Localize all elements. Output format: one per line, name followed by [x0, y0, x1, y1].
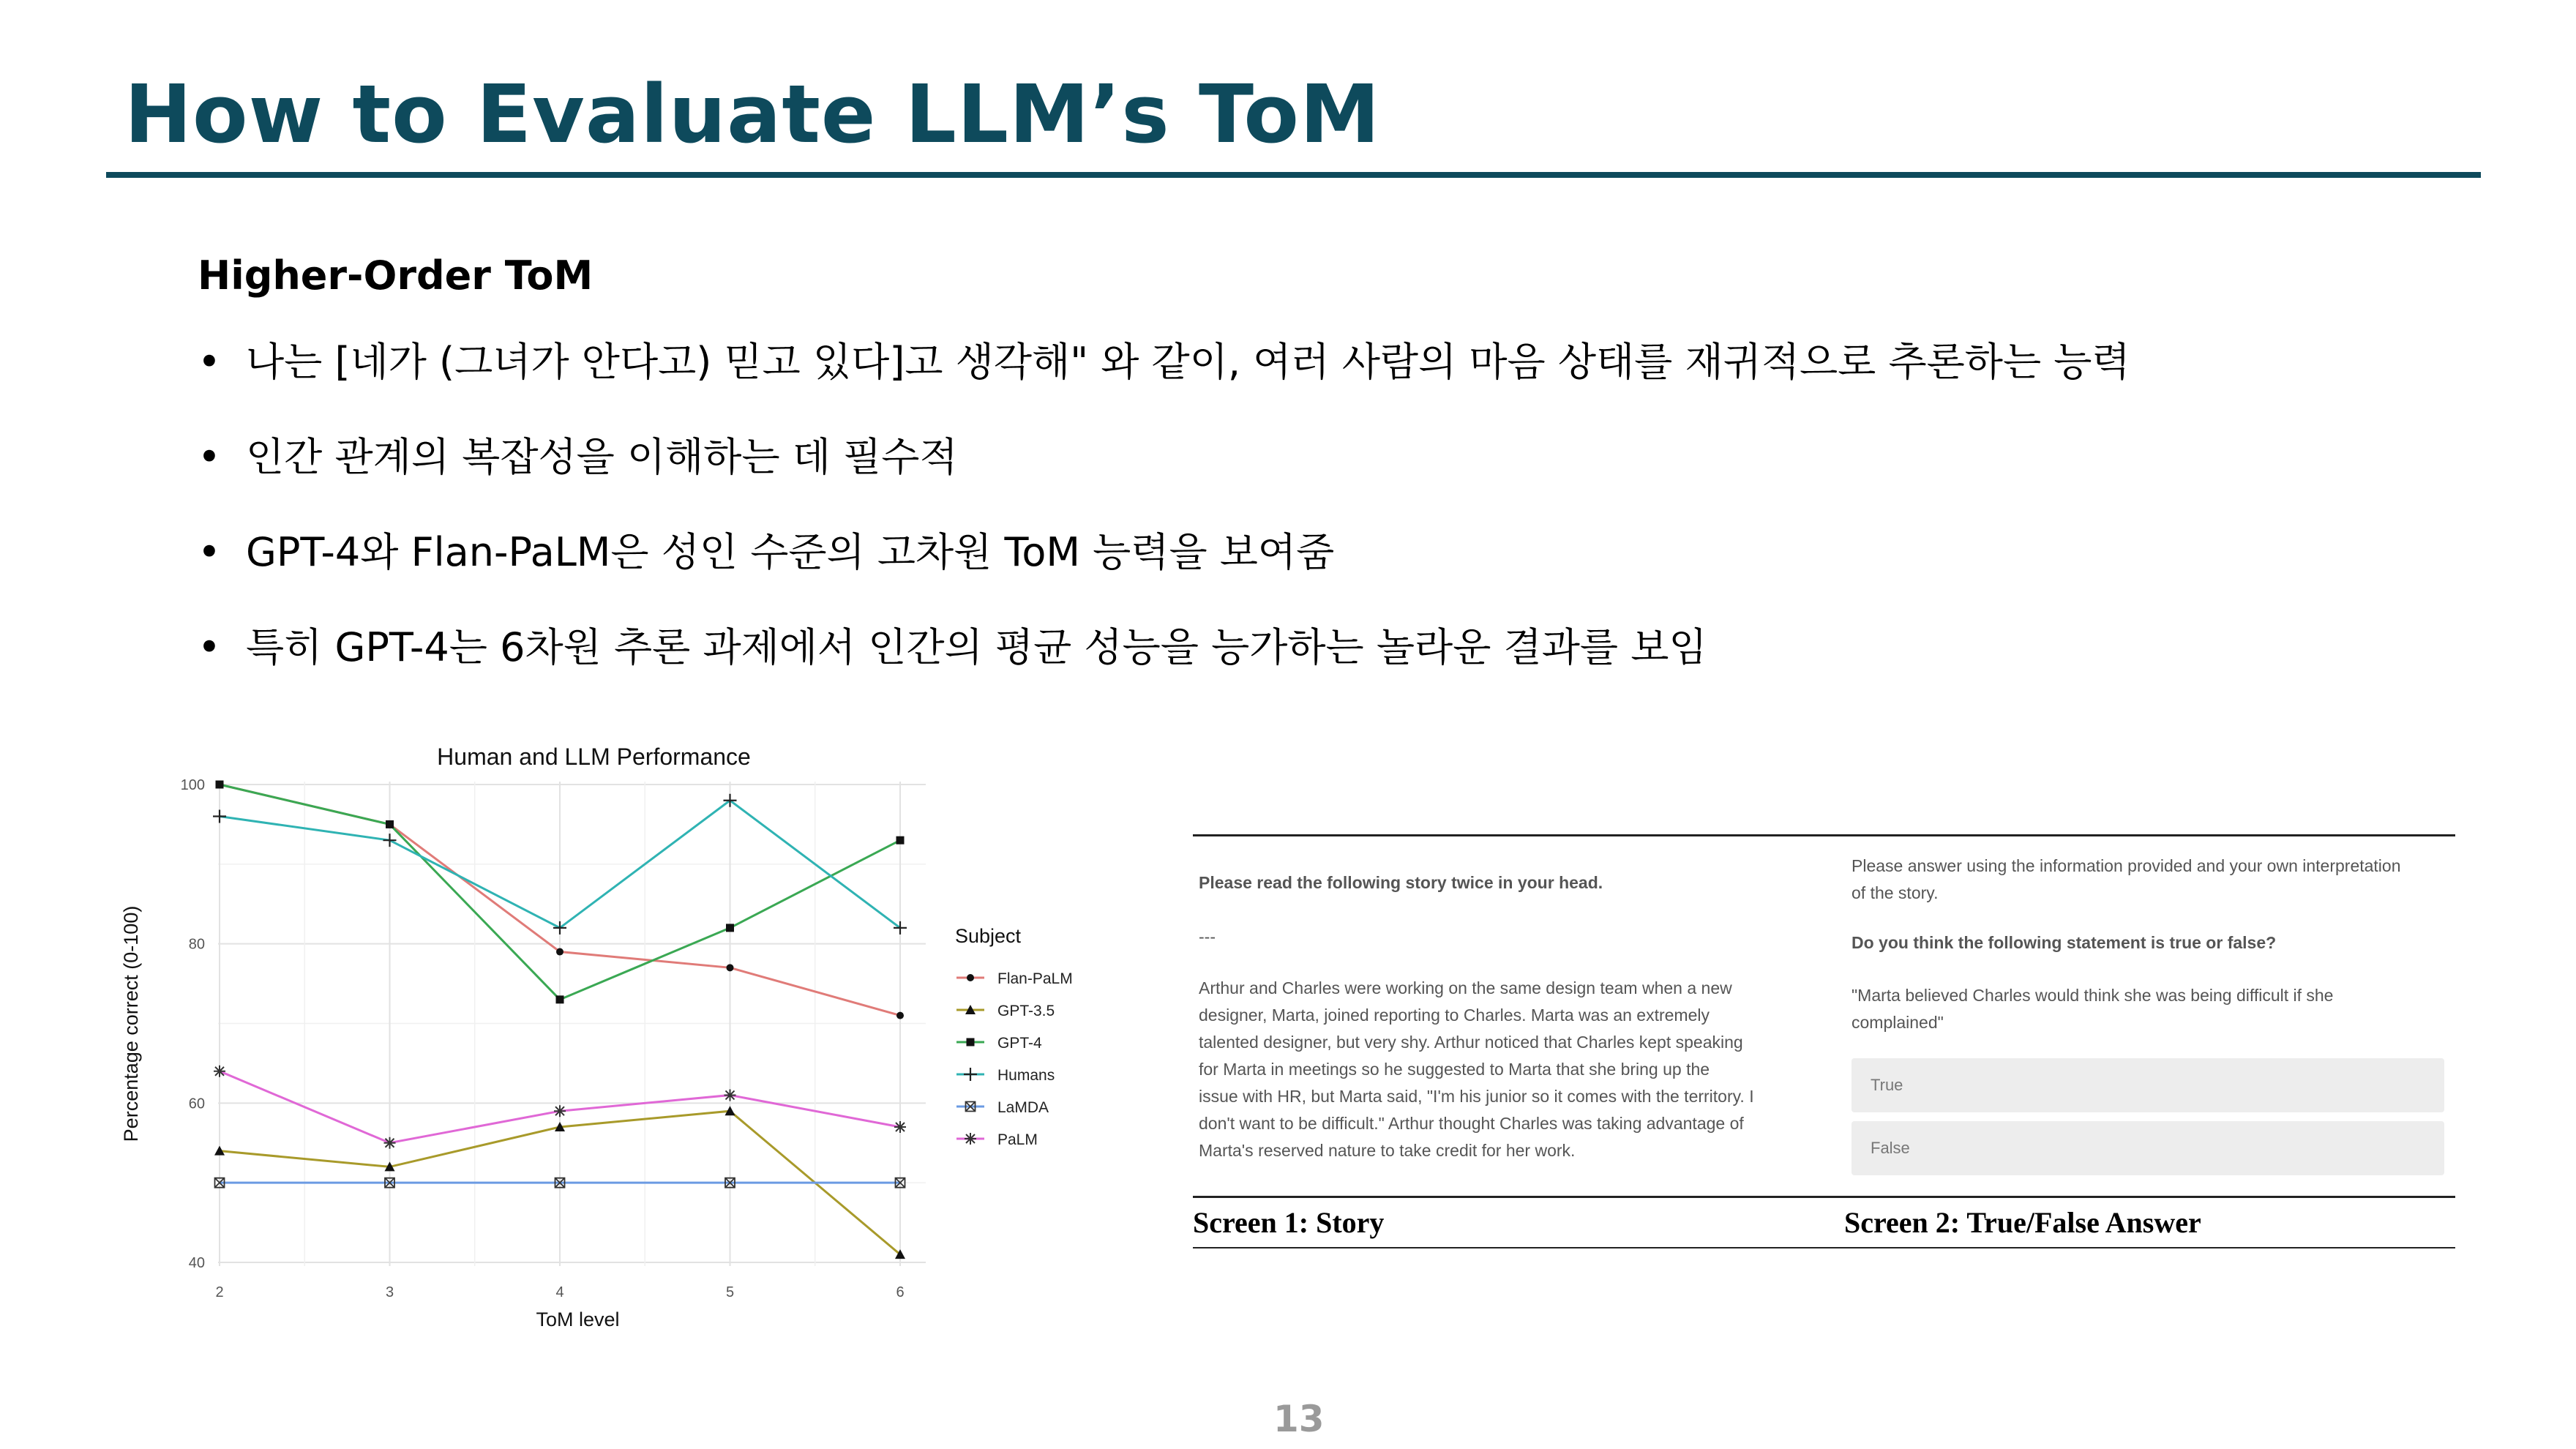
story-text: [1199, 975, 1754, 1164]
answer-instruction: [1852, 853, 2401, 907]
bullet-item: [198, 531, 2130, 626]
bullet-marker: •: [198, 434, 221, 480]
legend-marker-flan-palm: [967, 974, 974, 981]
story-line: designer, Marta, joined reporting to Charles. Marta was an extremely: [1199, 1006, 1710, 1025]
legend-label-palm: PaLM: [997, 1131, 1038, 1148]
data-point-flan-palm: [556, 948, 564, 956]
x-tick-label: 3: [385, 1284, 394, 1300]
slide-title: How to Evaluate LLM’s ToM: [124, 67, 1381, 161]
data-point-gpt-4: [896, 836, 905, 845]
data-point-flan-palm: [727, 964, 734, 971]
data-point-gpt-4: [216, 781, 224, 789]
option-false-button[interactable]: False: [1852, 1121, 2444, 1175]
chart-title: Human and LLM Performance: [437, 744, 751, 770]
bullet-text: GPT-4와 Flan-PaLM은 성인 수준의 고차원 ToM 능력을 보여줌: [246, 529, 1335, 575]
x-tick-label: 4: [555, 1284, 564, 1300]
option-true-button[interactable]: True: [1852, 1058, 2444, 1112]
data-point-gpt-4: [726, 924, 734, 932]
legend-label-humans: Humans: [997, 1067, 1055, 1084]
legend-marker-palm: [965, 1133, 976, 1145]
title-underline: [106, 172, 2481, 178]
y-tick-label: 80: [188, 936, 205, 953]
x-tick-label: 6: [896, 1284, 905, 1300]
screen2-label: Screen 2: True/False Answer: [1844, 1206, 2201, 1239]
bullet-text: 특히 GPT-4는 6차원 추론 과제에서 인간의 평균 성능을 능가하는 놀라운 결과를 보임: [246, 624, 1707, 670]
legend-marker-humans: [964, 1068, 977, 1081]
story-line: talented designer, but very shy. Arthur noticed that Charles kept speaking: [1199, 1033, 1743, 1052]
bullet-list: [198, 340, 2130, 721]
legend-marker-gpt-4: [967, 1038, 975, 1046]
page-number: 13: [1273, 1398, 1325, 1440]
study-screens-figure: [1193, 834, 2455, 1251]
legend-label-flan-palm: Flan-PaLM: [997, 970, 1073, 987]
x-tick-label: 2: [215, 1284, 224, 1300]
data-point-palm: [384, 1137, 396, 1149]
y-tick-label: 40: [188, 1255, 205, 1271]
statement: [1852, 982, 2333, 1036]
screen1-label: Screen 1: Story: [1193, 1206, 1385, 1239]
figure-bottom-rule: [1193, 1247, 2455, 1248]
bullet-text: 나는 [네가 (그녀가 안다고) 믿고 있다]고 생각해" 와 같이, 여러 사람의 마음 상태를 재귀적으로 추론하는 능력: [246, 339, 2130, 385]
question-text: Do you think the following statement is true or false?: [1852, 933, 2277, 952]
data-point-gpt-4: [556, 995, 564, 1003]
x-axis-label: ToM level: [536, 1308, 620, 1330]
bullet-marker: •: [198, 529, 221, 575]
story-line: for Marta in meetings so he suggested to Marta that she bring up the: [1199, 1060, 1710, 1079]
bullet-item: [198, 626, 2130, 721]
bullet-item: [198, 340, 2130, 435]
figure-top-rule: [1193, 834, 2455, 836]
data-point-palm: [894, 1121, 906, 1133]
legend-label-lamda: LaMDA: [997, 1099, 1049, 1116]
data-point-gpt-4: [386, 820, 394, 828]
answer-instruction-line: of the story.: [1852, 883, 1939, 902]
performance-line-chart: [110, 732, 1120, 1354]
bullet-marker: •: [198, 624, 221, 670]
legend-title: Subject: [955, 925, 1022, 947]
answer-instruction-line: Please answer using the information provided and your own interpretation: [1852, 856, 2401, 875]
y-tick-label: 60: [188, 1096, 205, 1112]
x-tick-label: 5: [725, 1284, 735, 1300]
data-point-palm: [724, 1089, 736, 1101]
data-point-palm: [554, 1105, 566, 1117]
legend-label-gpt-3-5: GPT-3.5: [997, 1003, 1055, 1019]
statement-line: "Marta believed Charles would think she was being difficult if she: [1852, 986, 2334, 1005]
story-line: Marta's reserved nature to take credit for her work.: [1199, 1141, 1576, 1160]
data-point-palm: [214, 1066, 225, 1077]
section-heading: Higher-Order ToM: [198, 252, 594, 299]
legend-label-gpt-4: GPT-4: [997, 1035, 1042, 1052]
y-axis-label: Percentage correct (0-100): [120, 905, 142, 1142]
data-point-flan-palm: [896, 1012, 904, 1019]
story-separator: ---: [1199, 927, 1216, 946]
bullet-marker: •: [198, 339, 221, 385]
story-line: don't want to be difficult." Arthur thought Charles was taking advantage of: [1199, 1114, 1744, 1133]
bullet-item: [198, 435, 2130, 531]
story-instruction: Please read the following story twice in your head.: [1199, 873, 1603, 892]
story-line: issue with HR, but Marta said, "I'm his junior so it comes with the territory. I: [1199, 1087, 1754, 1106]
statement-line: complained": [1852, 1013, 1944, 1032]
story-line: Arthur and Charles were working on the same design team when a new: [1199, 978, 1732, 997]
y-tick-label: 100: [180, 777, 205, 793]
figure-middle-rule: [1193, 1196, 2455, 1198]
bullet-text: 인간 관계의 복잡성을 이해하는 데 필수적: [246, 434, 958, 480]
